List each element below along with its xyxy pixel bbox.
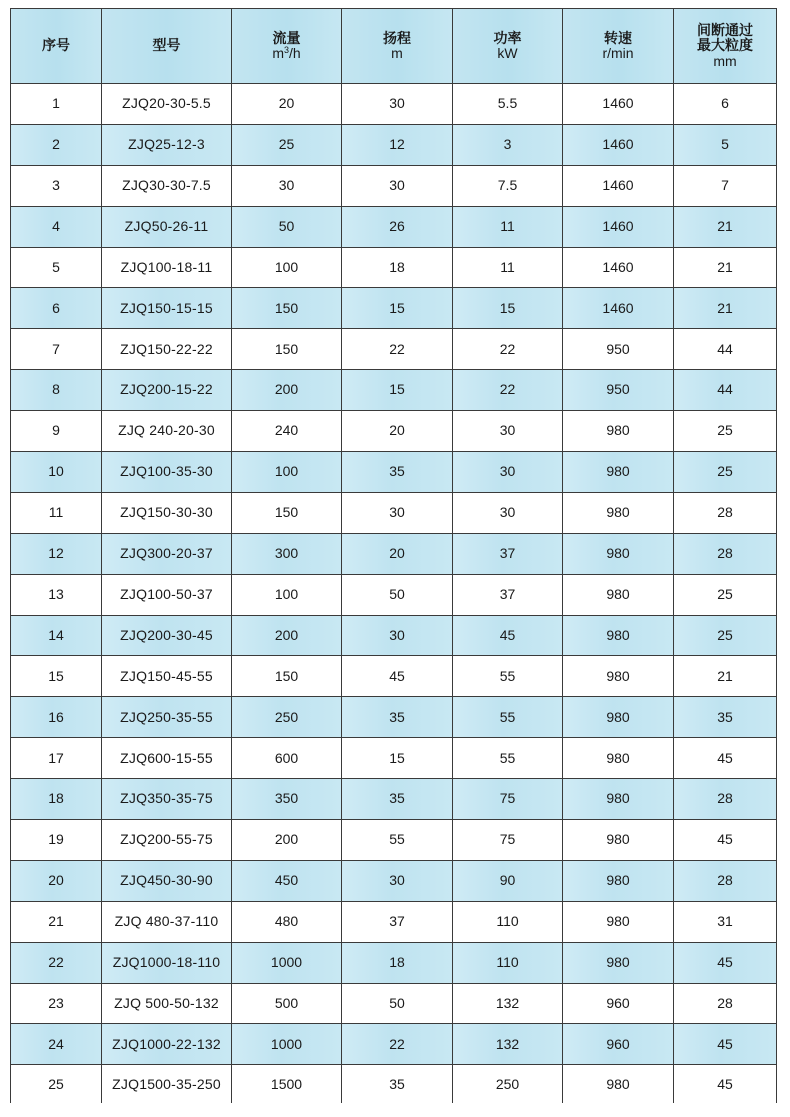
cell-flow: 250 [232,697,342,738]
header-head-unit: m [391,45,403,61]
cell-power: 30 [453,492,563,533]
cell-head: 30 [342,492,453,533]
cell-power: 132 [453,1024,563,1065]
cell-power: 90 [453,860,563,901]
cell-model: ZJQ1500-35-250 [102,1065,232,1104]
cell-model: ZJQ100-50-37 [102,574,232,615]
cell-head: 35 [342,1065,453,1104]
cell-flow: 150 [232,656,342,697]
cell-speed: 960 [563,1024,674,1065]
cell-speed: 980 [563,411,674,452]
flow-unit-prefix: m [272,45,284,61]
flow-unit-suffix: /h [289,45,301,61]
header-head-label: 扬程 [383,29,411,46]
cell-particle: 44 [674,370,777,411]
cell-seq: 23 [11,983,102,1024]
cell-model: ZJQ600-15-55 [102,738,232,779]
cell-seq: 4 [11,206,102,247]
cell-model: ZJQ200-30-45 [102,615,232,656]
cell-particle: 28 [674,860,777,901]
cell-head: 15 [342,738,453,779]
cell-speed: 980 [563,533,674,574]
cell-model: ZJQ150-45-55 [102,656,232,697]
cell-particle: 28 [674,779,777,820]
cell-model: ZJQ450-30-90 [102,860,232,901]
table-row [11,84,777,125]
cell-seq: 24 [11,1024,102,1065]
cell-power: 250 [453,1065,563,1104]
cell-flow: 200 [232,615,342,656]
header-particle-unit: mm [713,52,737,69]
cell-head: 18 [342,247,453,288]
table-row [11,697,777,738]
cell-head: 18 [342,942,453,983]
cell-particle: 45 [674,942,777,983]
cell-power: 11 [453,206,563,247]
cell-speed: 980 [563,860,674,901]
cell-seq: 22 [11,942,102,983]
cell-model: ZJQ300-20-37 [102,533,232,574]
cell-power: 5.5 [453,84,563,125]
table-row [11,206,777,247]
cell-model: ZJQ50-26-11 [102,206,232,247]
cell-seq: 17 [11,738,102,779]
cell-flow: 100 [232,452,342,493]
cell-seq: 16 [11,697,102,738]
cell-flow: 450 [232,860,342,901]
table-row [11,820,777,861]
cell-speed: 980 [563,942,674,983]
table-row [11,452,777,493]
cell-model: ZJQ150-22-22 [102,329,232,370]
header-seq-label: 序号 [42,37,70,54]
cell-seq: 7 [11,329,102,370]
cell-seq: 1 [11,84,102,125]
cell-head: 35 [342,697,453,738]
cell-head: 15 [342,288,453,329]
table-header-row [11,9,777,84]
cell-flow: 500 [232,983,342,1024]
cell-particle: 45 [674,1065,777,1104]
cell-speed: 980 [563,901,674,942]
table-row [11,1065,777,1104]
cell-model: ZJQ200-15-22 [102,370,232,411]
pump-spec-table [10,8,777,1103]
cell-power: 30 [453,411,563,452]
table-row [11,288,777,329]
cell-model: ZJQ1000-22-132 [102,1024,232,1065]
cell-head: 22 [342,329,453,370]
cell-head: 35 [342,452,453,493]
cell-flow: 20 [232,84,342,125]
cell-model: ZJQ350-35-75 [102,779,232,820]
cell-head: 30 [342,165,453,206]
table-row [11,942,777,983]
cell-model: ZJQ 240-20-30 [102,411,232,452]
table-row [11,738,777,779]
cell-particle: 21 [674,288,777,329]
cell-power: 37 [453,533,563,574]
cell-model: ZJQ200-55-75 [102,820,232,861]
cell-power: 75 [453,779,563,820]
table-row [11,656,777,697]
cell-power: 15 [453,288,563,329]
table-row [11,533,777,574]
cell-particle: 7 [674,165,777,206]
table-row [11,901,777,942]
cell-model: ZJQ20-30-5.5 [102,84,232,125]
cell-power: 37 [453,574,563,615]
cell-head: 30 [342,615,453,656]
header-speed-unit: r/min [602,45,634,61]
cell-speed: 980 [563,492,674,533]
cell-model: ZJQ 480-37-110 [102,901,232,942]
table-row [11,247,777,288]
header-particle [674,9,777,84]
header-speed-label: 转速 [604,29,632,46]
table-body [11,84,777,1104]
header-power-label: 功率 [493,29,522,46]
cell-seq: 13 [11,574,102,615]
cell-head: 12 [342,124,453,165]
cell-power: 30 [453,452,563,493]
cell-particle: 25 [674,452,777,493]
cell-seq: 14 [11,615,102,656]
cell-particle: 45 [674,820,777,861]
table-row [11,411,777,452]
table-row [11,615,777,656]
cell-power: 55 [453,697,563,738]
cell-power: 3 [453,124,563,165]
cell-particle: 31 [674,901,777,942]
cell-particle: 35 [674,697,777,738]
cell-speed: 1460 [563,288,674,329]
cell-head: 20 [342,533,453,574]
cell-head: 22 [342,1024,453,1065]
cell-power: 110 [453,901,563,942]
cell-particle: 45 [674,1024,777,1065]
cell-seq: 19 [11,820,102,861]
cell-flow: 150 [232,329,342,370]
cell-particle: 5 [674,124,777,165]
cell-seq: 12 [11,533,102,574]
header-flow [232,9,342,84]
cell-particle: 25 [674,615,777,656]
cell-flow: 100 [232,247,342,288]
cell-flow: 50 [232,206,342,247]
cell-particle: 25 [674,411,777,452]
cell-head: 37 [342,901,453,942]
cell-seq: 15 [11,656,102,697]
cell-speed: 980 [563,615,674,656]
table-row [11,983,777,1024]
cell-seq: 8 [11,370,102,411]
cell-model: ZJQ100-35-30 [102,452,232,493]
header-model-label: 型号 [152,37,181,54]
cell-head: 20 [342,411,453,452]
cell-power: 7.5 [453,165,563,206]
cell-speed: 980 [563,1065,674,1104]
cell-particle: 28 [674,533,777,574]
cell-head: 50 [342,574,453,615]
cell-power: 22 [453,370,563,411]
cell-power: 75 [453,820,563,861]
cell-speed: 980 [563,452,674,493]
cell-power: 22 [453,329,563,370]
cell-head: 55 [342,820,453,861]
cell-speed: 1460 [563,84,674,125]
table-row [11,860,777,901]
cell-particle: 45 [674,738,777,779]
cell-seq: 2 [11,124,102,165]
cell-power: 132 [453,983,563,1024]
cell-speed: 950 [563,370,674,411]
cell-speed: 950 [563,329,674,370]
cell-head: 26 [342,206,453,247]
cell-head: 45 [342,656,453,697]
cell-flow: 30 [232,165,342,206]
cell-flow: 480 [232,901,342,942]
cell-speed: 980 [563,820,674,861]
cell-model: ZJQ 500-50-132 [102,983,232,1024]
cell-model: ZJQ150-15-15 [102,288,232,329]
cell-speed: 980 [563,738,674,779]
cell-seq: 11 [11,492,102,533]
cell-seq: 6 [11,288,102,329]
flow-unit-sup: 3 [283,45,289,55]
cell-speed: 1460 [563,124,674,165]
cell-speed: 980 [563,656,674,697]
cell-particle: 21 [674,656,777,697]
table-row [11,492,777,533]
cell-flow: 150 [232,492,342,533]
cell-model: ZJQ250-35-55 [102,697,232,738]
cell-head: 15 [342,370,453,411]
table-row [11,779,777,820]
cell-particle: 44 [674,329,777,370]
cell-flow: 350 [232,779,342,820]
cell-speed: 1460 [563,165,674,206]
cell-flow: 1500 [232,1065,342,1104]
cell-power: 55 [453,738,563,779]
cell-flow: 200 [232,370,342,411]
cell-particle: 25 [674,574,777,615]
cell-power: 110 [453,942,563,983]
header-seq [11,9,102,84]
cell-particle: 6 [674,84,777,125]
cell-power: 11 [453,247,563,288]
cell-speed: 980 [563,779,674,820]
cell-flow: 100 [232,574,342,615]
cell-particle: 21 [674,206,777,247]
cell-seq: 10 [11,452,102,493]
cell-flow: 240 [232,411,342,452]
cell-power: 55 [453,656,563,697]
cell-model: ZJQ30-30-7.5 [102,165,232,206]
table-row [11,574,777,615]
cell-model: ZJQ25-12-3 [102,124,232,165]
header-particle-label-1: 间断通过 [697,21,753,38]
header-flow-label: 流量 [272,29,301,46]
header-head [342,9,453,84]
cell-speed: 1460 [563,247,674,288]
cell-model: ZJQ100-18-11 [102,247,232,288]
header-flow-unit [232,46,341,61]
table-row [11,1024,777,1065]
cell-speed: 1460 [563,206,674,247]
header-particle-label-2: 最大粒度 [697,37,753,54]
cell-seq: 20 [11,860,102,901]
cell-flow: 600 [232,738,342,779]
header-power-unit: kW [497,45,518,61]
header-power [453,9,563,84]
cell-seq: 9 [11,411,102,452]
cell-flow: 25 [232,124,342,165]
table-row [11,165,777,206]
table-row [11,329,777,370]
table-row [11,124,777,165]
cell-speed: 980 [563,697,674,738]
cell-seq: 18 [11,779,102,820]
cell-head: 35 [342,779,453,820]
cell-seq: 25 [11,1065,102,1104]
cell-flow: 300 [232,533,342,574]
cell-seq: 21 [11,901,102,942]
cell-speed: 980 [563,574,674,615]
header-speed [563,9,674,84]
cell-particle: 21 [674,247,777,288]
cell-flow: 150 [232,288,342,329]
table-row [11,370,777,411]
cell-flow: 1000 [232,1024,342,1065]
cell-model: ZJQ1000-18-110 [102,942,232,983]
cell-particle: 28 [674,492,777,533]
cell-seq: 3 [11,165,102,206]
cell-head: 50 [342,983,453,1024]
header-model [102,9,232,84]
cell-flow: 200 [232,820,342,861]
cell-seq: 5 [11,247,102,288]
cell-head: 30 [342,84,453,125]
cell-speed: 960 [563,983,674,1024]
cell-flow: 1000 [232,942,342,983]
cell-model: ZJQ150-30-30 [102,492,232,533]
cell-particle: 28 [674,983,777,1024]
cell-power: 45 [453,615,563,656]
cell-head: 30 [342,860,453,901]
